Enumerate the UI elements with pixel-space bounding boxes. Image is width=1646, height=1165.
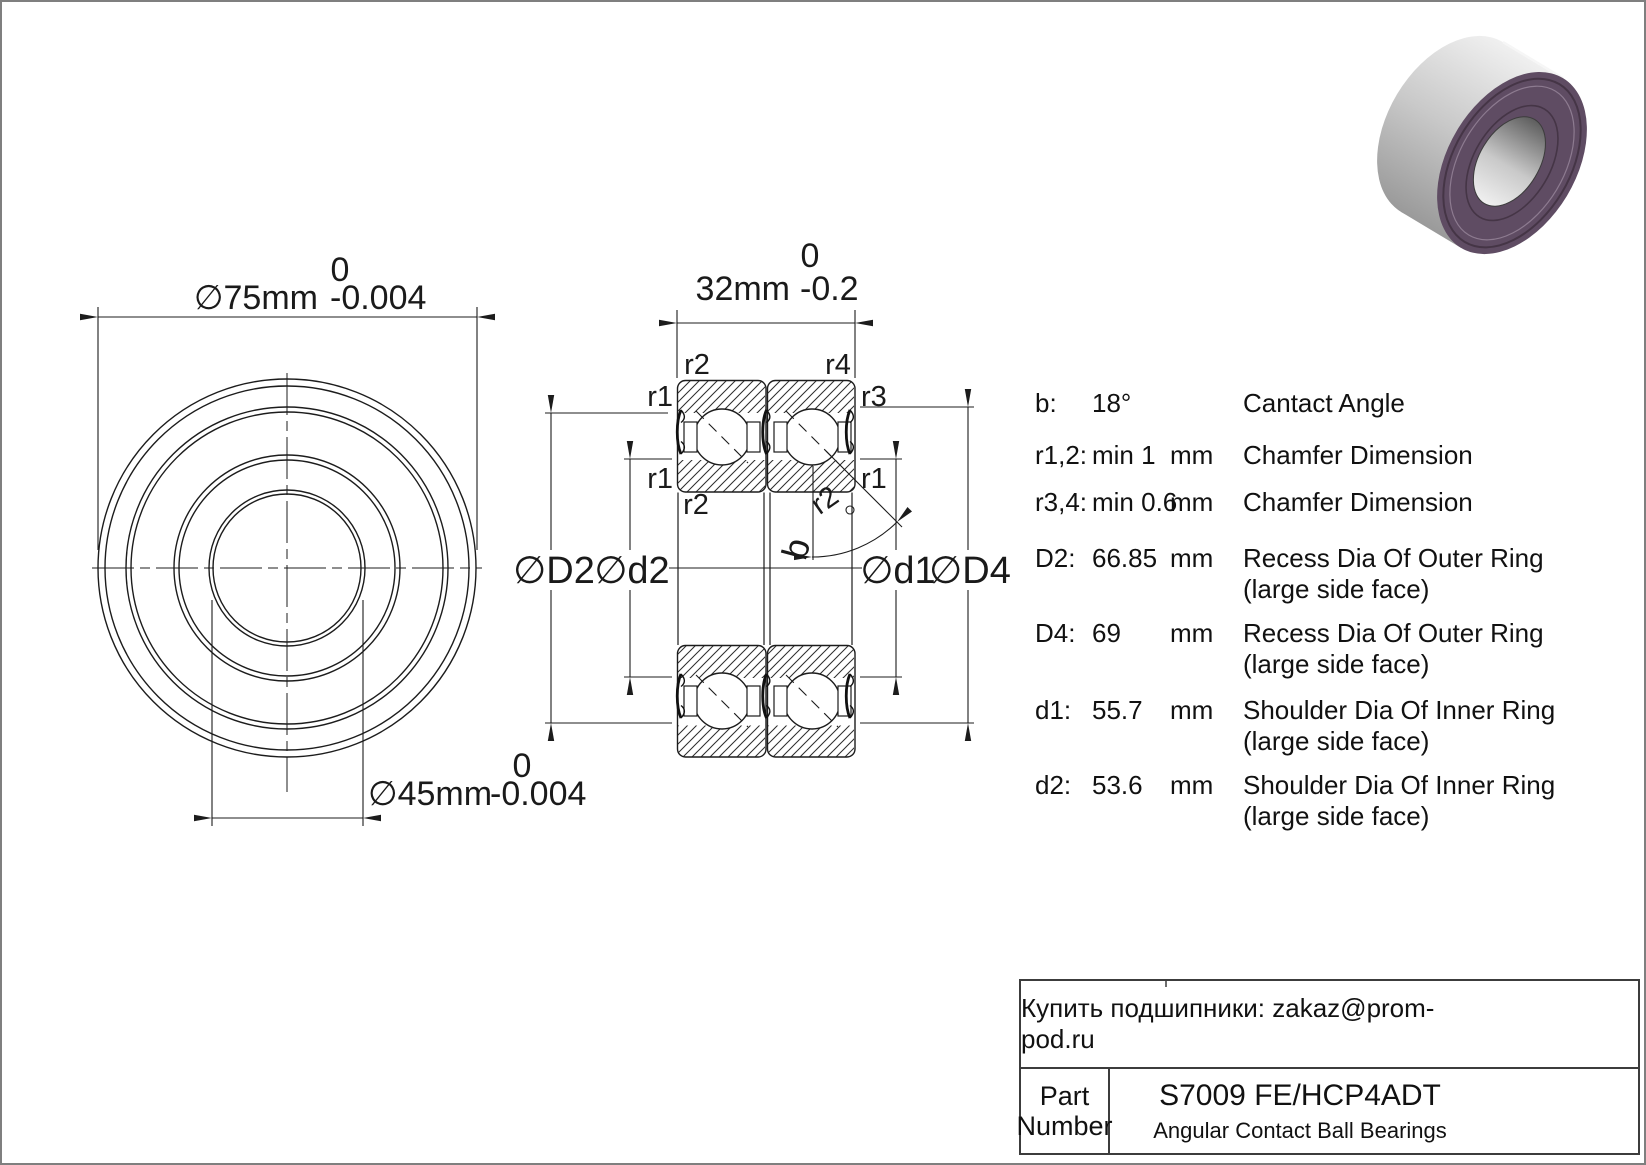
label-r1-left-lower: r1 — [647, 463, 673, 495]
label-D2: ∅D2 — [513, 550, 595, 592]
spec-description-line1: Chamfer Dimension — [1243, 487, 1473, 517]
spec-unit: mm — [1170, 618, 1214, 648]
label-r2-top-left: r2 — [684, 349, 710, 381]
spec-description — [1243, 618, 1603, 680]
spec-description-line1: Chamfer Dimension — [1243, 440, 1473, 470]
spec-description-line1: Recess Dia Of Outer Ring — [1243, 618, 1544, 648]
contact-cell — [1021, 981, 1638, 1069]
part-number: S7009 FE/HCP4ADT — [1159, 1078, 1441, 1112]
dim-bore-tol-lower: -0.004 — [490, 775, 587, 813]
spec-description-line1: Shoulder Dia Of Inner Ring — [1243, 770, 1556, 800]
spec-symbol: r3,4: — [1035, 487, 1088, 517]
spec-symbol: b: — [1035, 388, 1057, 418]
spec-unit: mm — [1170, 695, 1214, 725]
dim-width-tol-lower: -0.2 — [800, 270, 859, 308]
spec-description-line2: (large side face) — [1243, 574, 1430, 604]
label-contact-angle-b: b — [773, 533, 819, 564]
spec-symbol: D2: — [1035, 543, 1076, 573]
label-r1-left-upper: r1 — [647, 381, 673, 413]
spec-symbol: d1: — [1035, 695, 1072, 725]
part-label-line1: Part — [1039, 1081, 1090, 1111]
dim-width-text: 32mm — [695, 270, 790, 308]
part-label-line2: Number — [1016, 1111, 1113, 1141]
dim-width-tol-upper: 0 — [800, 237, 820, 275]
spec-description-line1: Recess Dia Of Outer Ring — [1243, 543, 1544, 573]
spec-value: min 1 — [1092, 440, 1156, 470]
dim-bore-text: ∅45mm — [368, 775, 493, 813]
spec-description — [1243, 695, 1603, 757]
contact-text: Купить подшипники: zakaz@prom-pod.ru — [1021, 993, 1435, 1054]
spec-description — [1243, 487, 1603, 518]
spec-description — [1243, 440, 1603, 471]
dim-outer-text: ∅75mm — [193, 279, 318, 317]
spec-description-line1: Cantact Angle — [1243, 388, 1405, 418]
label-D4: ∅D4 — [929, 550, 1011, 592]
spec-description — [1243, 543, 1603, 605]
spec-description-line1: Shoulder Dia Of Inner Ring — [1243, 695, 1556, 725]
title-block — [1016, 979, 1640, 1155]
spec-description-line2: (large side face) — [1243, 726, 1430, 756]
part-row — [1016, 1069, 1638, 1153]
dim-outer-tol-upper: 0 — [330, 251, 350, 289]
part-value-cell — [1110, 1069, 1638, 1153]
spec-description-line2: (large side face) — [1243, 801, 1430, 831]
spec-description — [1243, 388, 1603, 419]
spec-unit: mm — [1170, 770, 1214, 800]
label-d2: ∅d2 — [594, 550, 670, 592]
part-type: Angular Contact Ball Bearings — [1153, 1117, 1447, 1143]
spec-value: 55.7 — [1092, 695, 1143, 725]
spec-value: 53.6 — [1092, 770, 1143, 800]
spec-value: 69 — [1092, 618, 1121, 648]
dim-bore-tol-upper: 0 — [512, 747, 532, 785]
spec-unit: mm — [1170, 487, 1214, 517]
spec-symbol: r1,2: — [1035, 440, 1088, 470]
spec-unit: mm — [1170, 440, 1214, 470]
dim-outer-tol-lower: -0.004 — [330, 279, 427, 317]
spec-value: 66.85 — [1092, 543, 1158, 573]
spec-description-line2: (large side face) — [1243, 649, 1430, 679]
part-label-cell — [1016, 1069, 1113, 1153]
label-d1: ∅d1 — [860, 550, 936, 592]
spec-description — [1243, 770, 1603, 832]
spec-value: min 0.6 — [1092, 487, 1178, 517]
label-r3-right: r3 — [861, 381, 887, 413]
spec-unit: mm — [1170, 543, 1214, 573]
spec-symbol: D4: — [1035, 618, 1076, 648]
label-r1-right-lower: r1 — [861, 463, 887, 495]
label-r4-top-right: r4 — [825, 349, 851, 381]
spec-symbol: d2: — [1035, 770, 1072, 800]
spec-value: 18° — [1092, 388, 1132, 418]
label-r2-angle: r2 — [805, 480, 845, 522]
label-r2-bottom: r2 — [683, 489, 709, 521]
